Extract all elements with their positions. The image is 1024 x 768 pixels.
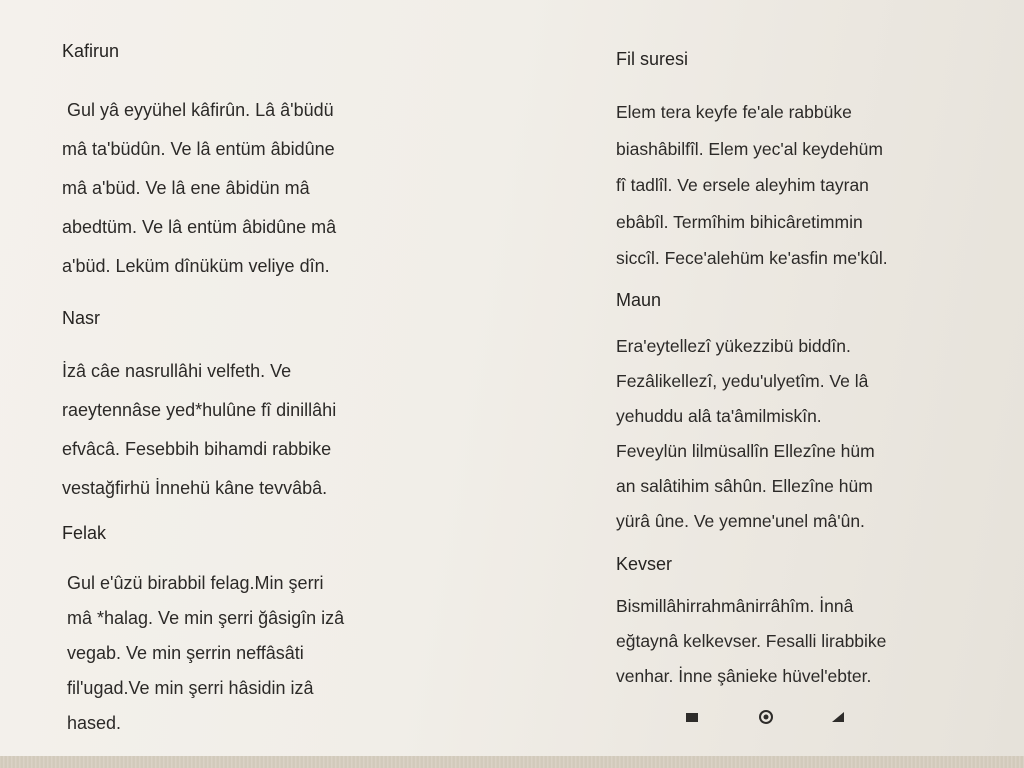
text-line: vestağfirhü İnnehü kâne tevvâbâ. bbox=[62, 478, 328, 498]
recents-icon[interactable] bbox=[682, 710, 702, 724]
home-icon[interactable] bbox=[756, 710, 776, 724]
section-title: Nasr bbox=[62, 308, 101, 328]
left-column bbox=[62, 38, 392, 741]
text-line: Gul e'ûzü birabbil felag.Min şerri bbox=[67, 573, 324, 593]
text-line: fil'ugad.Ve min şerri hâsidin izâ bbox=[67, 678, 314, 698]
right-column bbox=[616, 46, 926, 694]
section-title: Kafirun bbox=[62, 41, 120, 61]
text-line: siccîl. Fece'alehüm ke'asfin me'kûl. bbox=[616, 248, 888, 268]
text-line: hased. bbox=[67, 713, 122, 733]
section-title: Maun bbox=[616, 289, 662, 310]
text-line: efvâcâ. Fesebbih bihamdi rabbike bbox=[62, 439, 332, 459]
text-line: Elem tera keyfe fe'ale rabbüke bbox=[616, 102, 852, 122]
text-line: vegab. Ve min şerrin neffâsâti bbox=[67, 643, 304, 663]
text-line: yehuddu alâ ta'âmilmiskîn. bbox=[616, 405, 822, 426]
section-kafirun bbox=[62, 38, 392, 286]
page-edge bbox=[0, 756, 1024, 768]
text-line: Bismillâhirrahmânirrâhîm. İnnâ bbox=[616, 595, 854, 616]
text-line: Fezâlikellezî, yedu'ulyetîm. Ve lâ bbox=[616, 370, 869, 391]
text-line: biashâbilfîl. Elem yec'al keydehüm bbox=[616, 138, 883, 159]
text-line: mâ a'büd. Ve lâ ene âbidün mâ bbox=[62, 178, 310, 198]
text-line: fî tadlîl. Ve ersele aleyhim tayran bbox=[616, 175, 869, 195]
text-line: abedtüm. Ve lâ entüm âbidûne mâ bbox=[62, 217, 337, 237]
text-line: yürâ ûne. Ve yemne'unel mâ'ûn. bbox=[616, 510, 865, 531]
navigation-bar bbox=[680, 706, 850, 728]
section-title: Fil suresi bbox=[616, 49, 689, 69]
text-line: eğtaynâ kelkevser. Fesalli lirabbike bbox=[616, 630, 887, 651]
text-line: Feveylün lilmüsallîn Ellezîne hüm bbox=[616, 440, 875, 461]
text-line: mâ *halag. Ve min şerri ğâsigîn izâ bbox=[67, 608, 345, 628]
text-line: Gul yâ eyyühel kâfirûn. Lâ â'büdü bbox=[67, 100, 334, 120]
text-line: Era'eytellezî yükezzibü biddîn. bbox=[616, 335, 851, 356]
section-felak bbox=[62, 520, 392, 741]
section-fil bbox=[616, 46, 926, 277]
text-line: a'büd. Leküm dînüküm veliye dîn. bbox=[62, 256, 330, 276]
section-title: Kevser bbox=[616, 553, 673, 574]
back-icon[interactable] bbox=[828, 710, 848, 724]
text-line: ebâbîl. Termîhim bihicâretimmin bbox=[616, 211, 863, 232]
text-line: İzâ câe nasrullâhi velfeth. Ve bbox=[62, 361, 292, 381]
section-maun bbox=[616, 287, 926, 539]
section-kevser bbox=[616, 551, 926, 694]
section-nasr bbox=[62, 305, 392, 508]
text-line: raeytennâse yed*hulûne fî dinillâhi bbox=[62, 400, 337, 420]
text-line: mâ ta'büdûn. Ve lâ entüm âbidûne bbox=[62, 139, 335, 159]
text-line: venhar. İnne şânieke hüvel'ebter. bbox=[616, 665, 872, 686]
text-line: an salâtihim sâhûn. Ellezîne hüm bbox=[616, 475, 873, 496]
section-title: Felak bbox=[62, 523, 107, 543]
